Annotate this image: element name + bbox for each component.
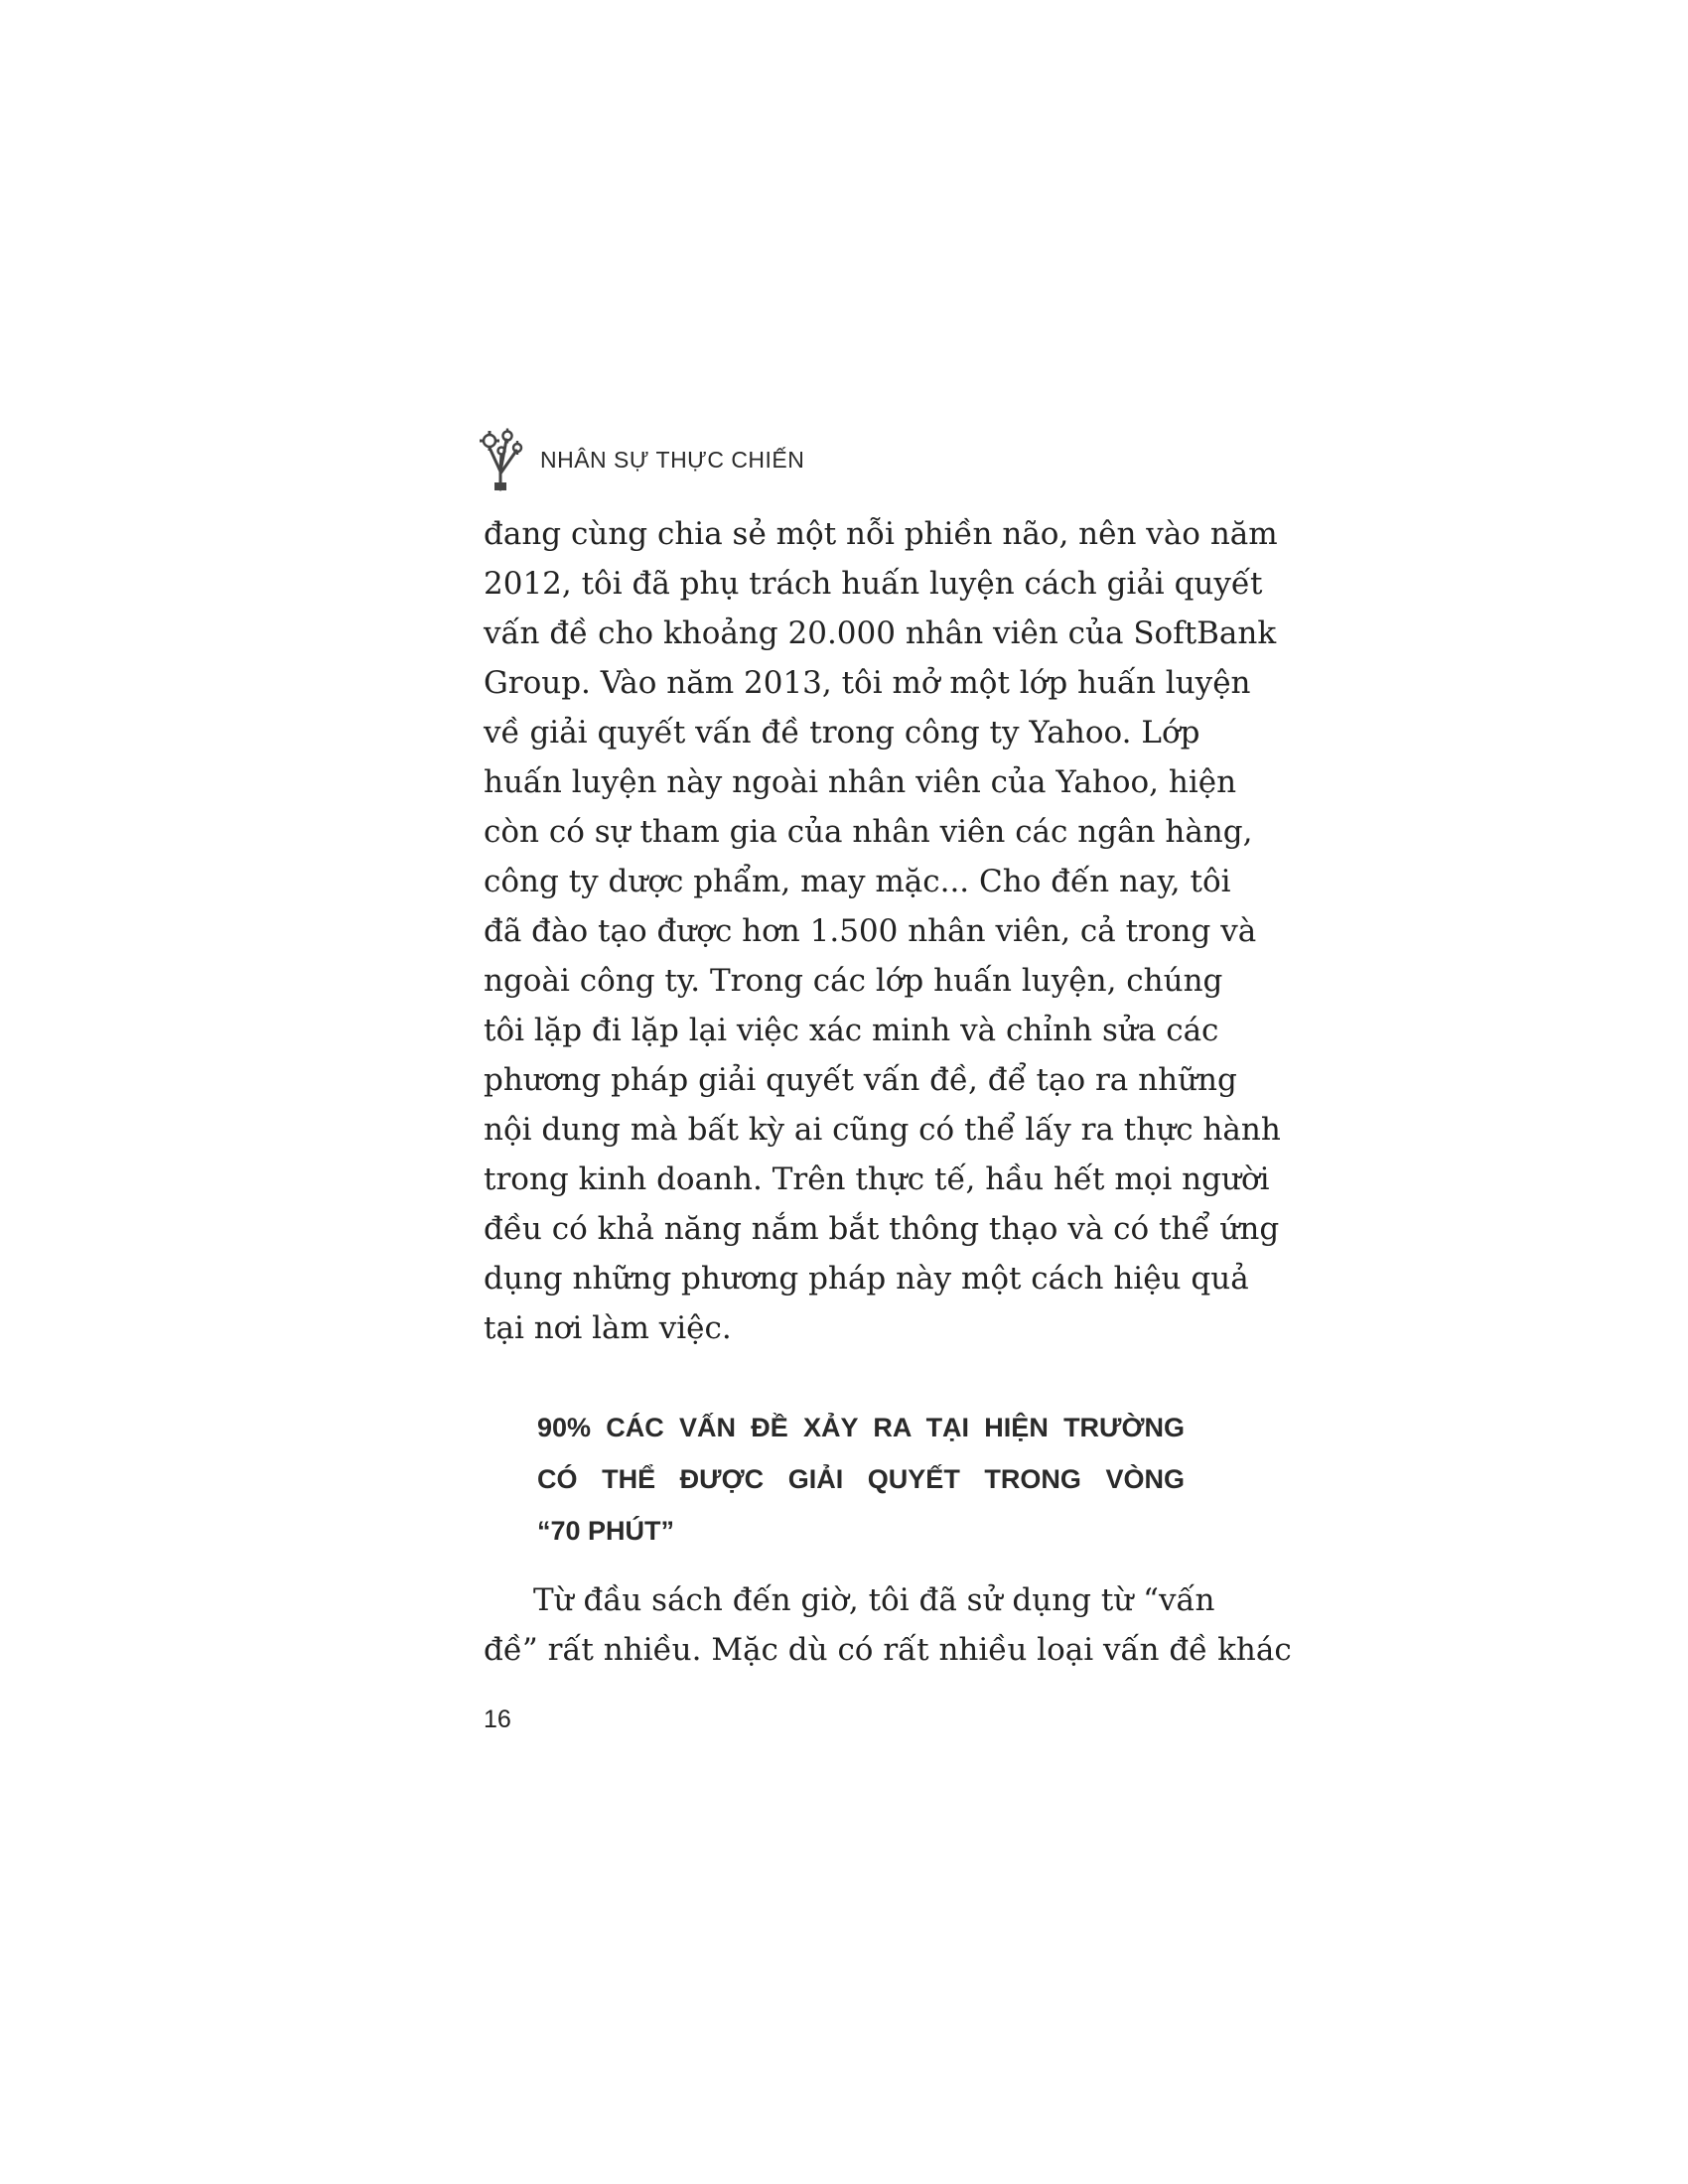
section-heading [537,1402,1185,1557]
running-header-title: NHÂN SỰ THỰC CHIẾN [540,446,805,473]
text-line: ngoài công ty. Trong các lớp huấn luyện, chúng [484,963,1223,999]
text-line: 2012, tôi đã phụ trách huấn luyện cách giải quyết [484,566,1263,602]
text-line: huấn luyện này ngoài nhân viên của Yahoo, hiện [484,764,1237,800]
text-line: Group. Vào năm 2013, tôi mở một lớp huấn luyện [484,665,1251,701]
text-line: còn có sự tham gia của nhân viên các ngân hàng, [484,814,1253,850]
text-line: dụng những phương pháp này một cách hiệu quả [484,1261,1249,1297]
text-line: công ty dược phẩm, may mặc... Cho đến nay, tôi [484,864,1231,899]
text-line: tại nơi làm việc. [484,1310,732,1346]
text-line: về giải quyết vấn đề trong công ty Yahoo. Lớp [484,715,1200,751]
text-line: Từ đầu sách đến giờ, tôi đã sử dụng từ “vấn [533,1582,1215,1618]
text-line: đang cùng chia sẻ một nỗi phiền não, nên vào năm [484,516,1278,552]
heading-line: “70 PHÚT” [537,1516,675,1546]
text-line: phương pháp giải quyết vấn đề, để tạo ra những [484,1062,1237,1098]
heading-line: 90% CÁC VẤN ĐỀ XẢY RA TẠI HIỆN TRƯỜNG [537,1413,1185,1442]
text-line: nội dung mà bất kỳ ai cũng có thể lấy ra thực hành [484,1112,1281,1148]
body-paragraph-1 [484,509,1281,1353]
running-header [477,425,804,494]
text-line: vấn đề cho khoảng 20.000 nhân viên của SoftBank [484,615,1277,651]
text-line: tôi lặp đi lặp lại việc xác minh và chỉnh sửa các [484,1013,1219,1048]
text-line: đã đào tạo được hơn 1.500 nhân viên, cả trong và [484,913,1257,949]
page-number: 16 [484,1706,511,1733]
text-line: trong kinh doanh. Trên thực tế, hầu hết mọi người [484,1161,1270,1197]
text-line: đề” rất nhiều. Mặc dù có rất nhiều loại vấn đề khác [484,1632,1292,1668]
body-paragraph-2 [484,1575,1292,1675]
text-line: đều có khả năng nắm bắt thông thạo và có thể ứng [484,1211,1280,1247]
gears-tree-icon [477,428,528,491]
heading-line: CÓ THỂ ĐƯỢC GIẢI QUYẾT TRONG VÒNG [537,1464,1185,1494]
